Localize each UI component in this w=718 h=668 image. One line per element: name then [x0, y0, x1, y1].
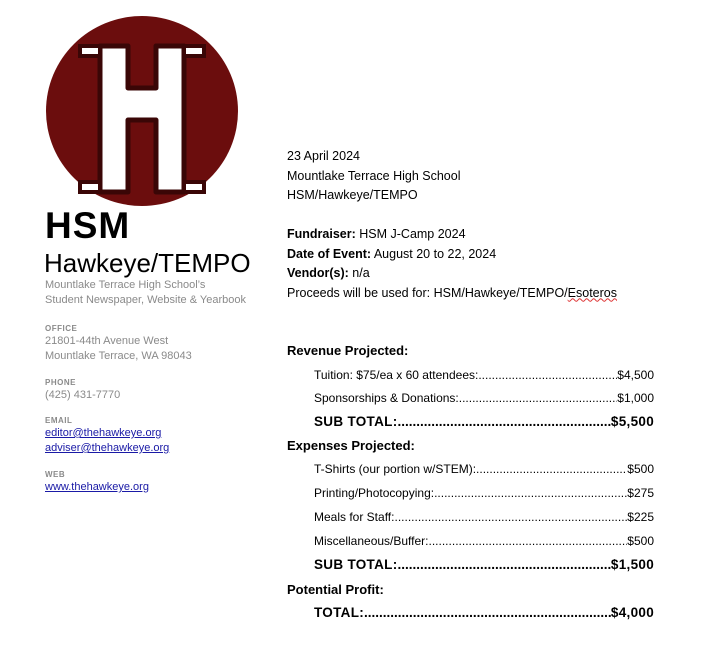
subtotal-label: SUB TOTAL:: [314, 414, 398, 429]
letter-school: Mountlake Terrace High School: [287, 168, 461, 183]
web-label: WEB: [45, 470, 66, 479]
leader-dots: [398, 557, 611, 572]
vendor-value: n/a: [352, 266, 370, 280]
subtotal-amount: $5,500: [610, 414, 654, 429]
expense-row: [314, 510, 654, 524]
expense-row: [314, 486, 654, 500]
editor-email-link[interactable]: editor@thehawkeye.org: [45, 427, 162, 439]
total-label: TOTAL:: [314, 605, 365, 620]
proceeds-text: Proceeds will be used for: HSM/Hawkeye/TEMPO/: [287, 285, 568, 300]
expense-row: [314, 534, 654, 548]
event-details: [287, 225, 617, 303]
row-label: Miscellaneous/Buffer:: [314, 534, 429, 548]
leader-dots: [398, 414, 611, 429]
leader-dots: [394, 510, 627, 524]
row-amount: $1,000: [617, 391, 654, 405]
hsm-logo: [44, 14, 240, 208]
fundraiser-label: Fundraiser:: [287, 227, 356, 241]
office-address-line: 21801-44th Avenue West: [45, 335, 169, 347]
leader-dots: [434, 486, 627, 500]
phone-block: [45, 377, 120, 403]
row-label: Sponsorships & Donations:: [314, 391, 459, 405]
expenses-subtotal-row: [314, 557, 654, 572]
revenue-subtotal-row: [314, 414, 654, 429]
event-date-label: Date of Event:: [287, 246, 372, 261]
leader-dots: [429, 534, 628, 548]
leader-dots: [459, 391, 618, 405]
proceeds-line: [287, 284, 617, 304]
total-amount: $4,000: [610, 605, 654, 620]
row-label: Tuition: $75/ea x 60 attendees:: [314, 368, 479, 382]
letter-header: [287, 147, 460, 206]
leader-dots: [364, 605, 611, 620]
expenses-heading: Expenses Projected:: [287, 438, 415, 453]
email-block: [45, 415, 169, 456]
org-desc-line: Student Newspaper, Website & Yearbook: [45, 294, 246, 306]
row-amount: $225: [627, 510, 654, 524]
office-address-line: Mountlake Terrace, WA 98043: [45, 350, 192, 362]
leader-dots: [478, 368, 617, 382]
vendor-line: [287, 264, 617, 284]
phone-number: (425) 431-7770: [45, 389, 121, 401]
phone-label: PHONE: [45, 378, 76, 387]
office-block: [45, 323, 192, 364]
profit-heading: Potential Profit:: [287, 582, 384, 597]
row-label: Meals for Staff:: [314, 510, 395, 524]
fundraiser-line: [287, 225, 617, 245]
row-amount: $4,500: [617, 368, 654, 382]
office-label: OFFICE: [45, 324, 78, 333]
org-name: Hawkeye/TEMPO: [44, 248, 251, 278]
row-label: Printing/Photocopying:: [314, 486, 435, 500]
row-amount: $500: [627, 462, 654, 476]
fundraiser-value: HSM J-Camp 2024: [359, 227, 466, 241]
letter-publication: HSM/Hawkeye/TEMPO: [287, 188, 418, 202]
letter-date: 23 April 2024: [287, 149, 360, 163]
web-block: [45, 469, 149, 495]
proceeds-misspelled-word: Esoteros: [567, 285, 617, 300]
row-amount: $500: [627, 534, 654, 548]
leader-dots: [476, 462, 627, 476]
event-date-value: August 20 to 22, 2024: [373, 246, 497, 261]
org-desc-line: Mountlake Terrace High School’s: [45, 279, 206, 291]
adviser-email-link[interactable]: adviser@thehawkeye.org: [45, 442, 170, 454]
org-description: [45, 278, 246, 308]
email-label: EMAIL: [45, 416, 73, 425]
revenue-heading: Revenue Projected:: [287, 343, 409, 358]
event-date-line: [287, 245, 617, 265]
revenue-row: [314, 391, 654, 405]
org-short-name: HSM: [45, 205, 131, 246]
row-amount: $275: [627, 486, 654, 500]
website-link[interactable]: www.thehawkeye.org: [45, 481, 149, 493]
revenue-row: [314, 368, 654, 382]
total-row: [314, 605, 654, 620]
subtotal-amount: $1,500: [610, 557, 654, 572]
expense-row: [314, 462, 654, 476]
subtotal-label: SUB TOTAL:: [314, 557, 398, 572]
row-label: T-Shirts (our portion w/STEM):: [314, 462, 477, 476]
vendor-label: Vendor(s):: [287, 266, 349, 280]
